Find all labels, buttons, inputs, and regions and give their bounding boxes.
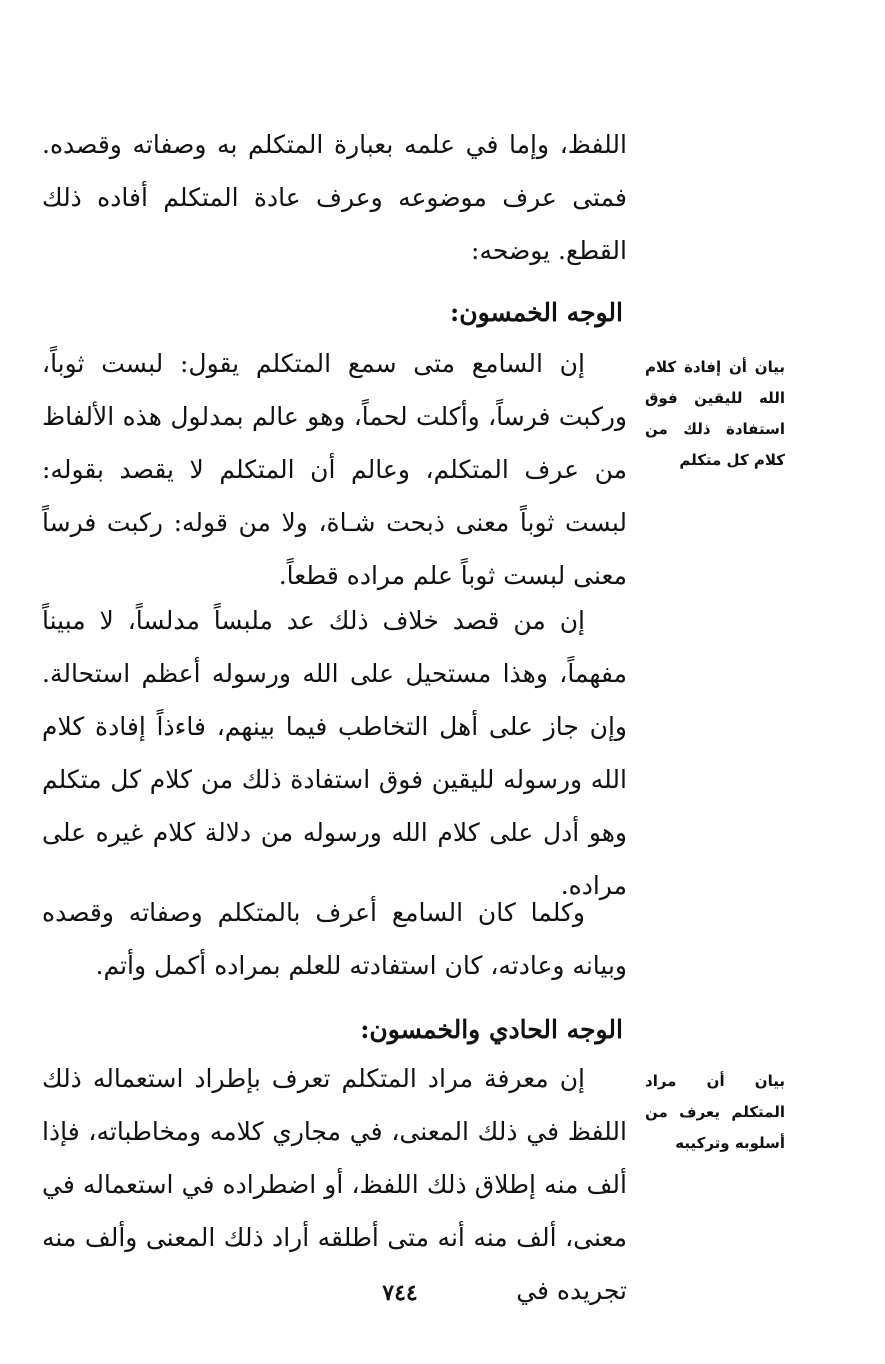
section-50-margin-note: بيان أن إفادة كلام الله لليقين فوق استفادة ذلك من كلام كل متكلم <box>645 358 785 469</box>
section-51-paragraph-1: إن معرفة مراد المتكلم تعرف بإطراد استعماله ذلك اللفظ في ذلك المعنى، في مجاري كلامه ومخاطباته، فإذا ألف منه إطلاق ذلك اللفظ، أو اضطراده في استعماله في معنى، ألف منه أنه متى أطلقه أراد ذلك المعنى وألف منه تجريده في <box>42 1064 627 1305</box>
section-50-heading: الوجه الخمسون: <box>450 298 623 327</box>
intro-block <box>42 118 627 277</box>
section-51-heading: الوجه الحادي والخمسون: <box>360 1015 623 1044</box>
section-50-paragraph-3: وكلما كان السامع أعرف بالمتكلم وصفاته وقصده وبيانه وعادته، كان استفادته للعلم بمراده أكمل وأتم. <box>42 898 627 980</box>
section-50-paragraph-1: إن السامع متى سمع المتكلم يقول: لبست ثوباً، وركبت فرساً، وأكلت لحماً، وهو عالم بمدلول هذه الألفاظ من عرف المتكلم، وعالم أن المتكلم لا يقصد بقوله: لبست ثوباً معنى ذبحت شـاة، ولا من قوله: ركبت فرساً معنى لبست ثوباً علم مراده قطعاً. <box>42 349 627 590</box>
section-50-body-3 <box>42 886 627 992</box>
page-number: ٧٤٤ <box>382 1280 418 1306</box>
section-51-margin-note: بيان أن مراد المتكلم يعرف من أسلوبه وتركيبه <box>645 1072 785 1152</box>
intro-paragraph: اللفظ، وإما في علمه بعبارة المتكلم به وصفاته وقصده. فمتى عرف موضوعه وعرف عادة المتكلم أفاده ذلك القطع. يوضحه: <box>42 130 627 265</box>
section-50-body-2 <box>42 594 627 912</box>
section-51-body <box>42 1052 627 1317</box>
section-50-paragraph-2: إن من قصد خلاف ذلك عد ملبساً مدلساً، لا مبيناً مفهماً، وهذا مستحيل على الله ورسوله أعظم استحالة. وإن جاز على أهل التخاطب فيما بينهم، فاءذاً إفادة كلام الله ورسوله لليقين فوق استفادة ذلك من كلام كل متكلم وهو أدل على كلام الله ورسوله من دلالة كلام غيره على مراده. <box>42 606 627 900</box>
section-50-body-1 <box>42 337 627 602</box>
